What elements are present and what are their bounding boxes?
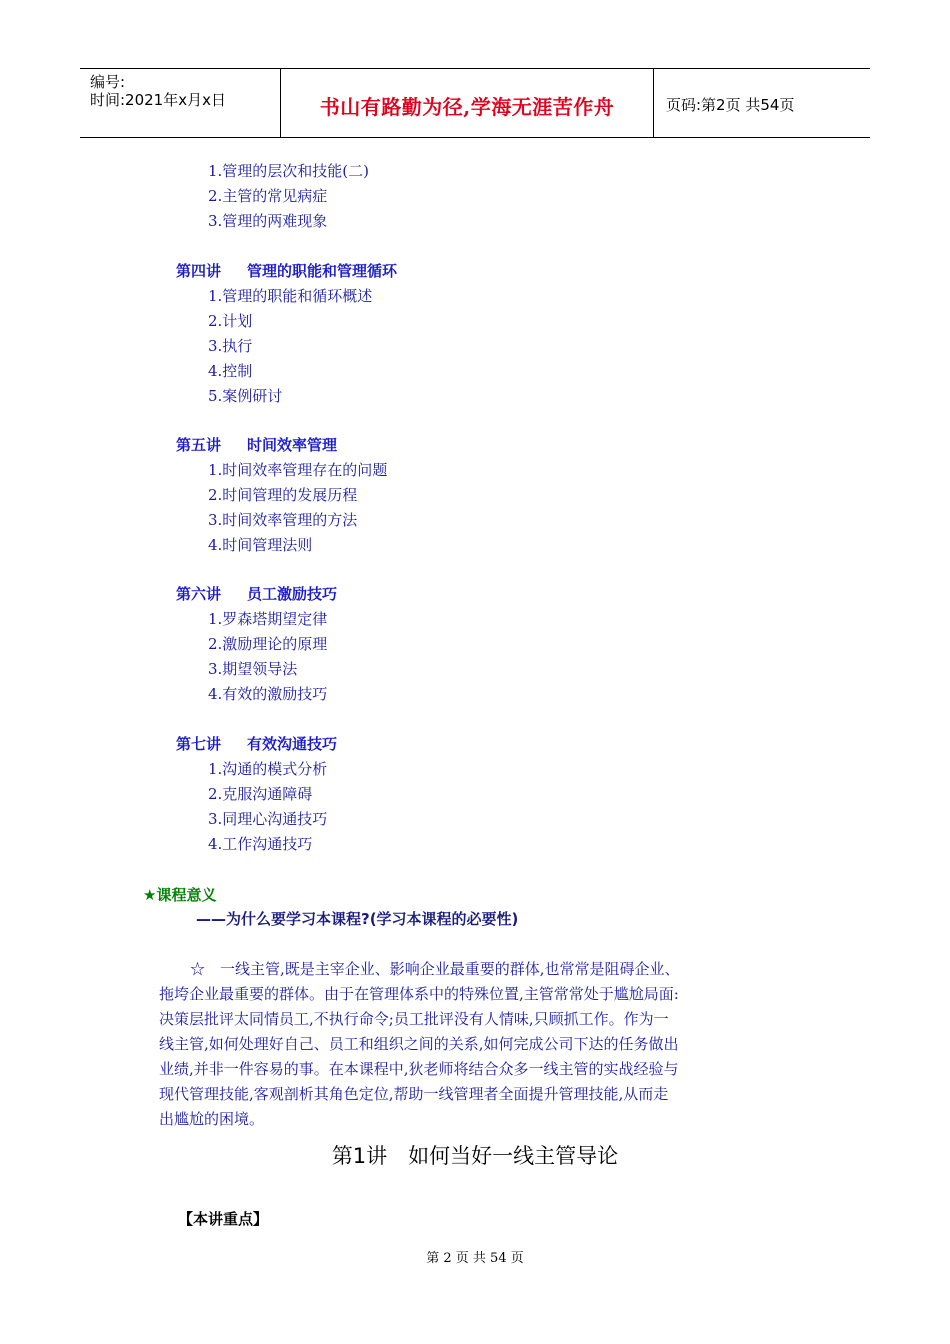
chapter-number: 第六讲 <box>176 585 222 603</box>
paragraph-line: 业绩,并非一件容易的事。在本课程中,狄老师将结合众多一线主管的实战经验与 <box>159 1060 679 1078</box>
significance-subtitle: ——为什么要学习本课程?(学习本课程的必要性) <box>196 910 519 928</box>
toc-item: 2.计划 <box>208 312 253 330</box>
chapter-title: 管理的职能和管理循环 <box>247 262 398 280</box>
chapter-heading <box>176 734 337 754</box>
header-left-cell <box>80 69 281 137</box>
header-middle-cell <box>281 69 654 137</box>
toc-item: 3.期望领导法 <box>208 660 298 678</box>
toc-item: 4.时间管理法则 <box>208 536 313 554</box>
toc-item: 3.管理的两难现象 <box>208 212 328 230</box>
paragraph-line: 线主管,如何处理好自己、员工和组织之间的关系,如何完成公司下达的任务做出 <box>159 1035 679 1053</box>
toc-item: 4.工作沟通技巧 <box>208 835 313 853</box>
toc-item: 1.管理的层次和技能(二) <box>208 162 370 180</box>
number-label: 编号: <box>90 73 126 91</box>
toc-item: 4.有效的激励技巧 <box>208 685 328 703</box>
toc-item: 3.执行 <box>208 337 253 355</box>
lecture-title: 第1讲 如何当好一线主管导论 <box>331 1144 619 1168</box>
chapter-number: 第七讲 <box>176 735 222 753</box>
paragraph-line: 拖垮企业最重要的群体。由于在管理体系中的特殊位置,主管常常处于尴尬局面: <box>159 985 679 1003</box>
key-points-heading: 【本讲重点】 <box>178 1210 269 1228</box>
document-header <box>80 68 870 138</box>
paragraph-line: 决策层批评太同情员工,不执行命令;员工批评没有人情味,只顾抓工作。作为一 <box>159 1010 669 1028</box>
toc-item: 1.时间效率管理存在的问题 <box>208 461 388 479</box>
chapter-heading <box>176 261 397 281</box>
chapter-title: 时间效率管理 <box>247 436 338 454</box>
toc-item: 2.主管的常见病症 <box>208 187 328 205</box>
toc-item: 5.案例研讨 <box>208 387 283 405</box>
toc-item: 4.控制 <box>208 362 253 380</box>
toc-item: 2.时间管理的发展历程 <box>208 486 358 504</box>
toc-item: 1.罗森塔期望定律 <box>208 610 328 628</box>
header-right-cell <box>654 69 870 137</box>
toc-item: 1.管理的职能和循环概述 <box>208 287 373 305</box>
paragraph-line: 现代管理技能,客观剖析其角色定位,帮助一线管理者全面提升管理技能,从而走 <box>159 1085 669 1103</box>
chapter-heading <box>176 584 337 604</box>
toc-item: 1.沟通的模式分析 <box>208 760 328 778</box>
chapter-heading <box>176 435 337 455</box>
toc-item: 2.克服沟通障碍 <box>208 785 313 803</box>
chapter-number: 第五讲 <box>176 436 222 454</box>
paragraph-line: ☆ 一线主管,既是主宰企业、影响企业最重要的群体,也常常是阻碍企业、 <box>190 960 680 978</box>
toc-item: 3.同理心沟通技巧 <box>208 810 328 828</box>
significance-title: ★课程意义 <box>143 886 217 904</box>
date-line: 时间:2021年x月x日 <box>90 91 226 109</box>
chapter-title: 有效沟通技巧 <box>247 735 338 753</box>
paragraph-line: 出尴尬的困境。 <box>159 1110 265 1128</box>
chapter-number: 第四讲 <box>176 262 222 280</box>
toc-item: 2.激励理论的原理 <box>208 635 328 653</box>
page-footer: 第 2 页 共 54 页 <box>426 1251 524 1266</box>
page-info: 页码:第2页 共54页 <box>666 96 795 114</box>
chapter-title: 员工激励技巧 <box>247 585 338 603</box>
toc-item: 3.时间效率管理的方法 <box>208 511 358 529</box>
motto: 书山有路勤为径,学海无涯苦作舟 <box>319 95 615 119</box>
